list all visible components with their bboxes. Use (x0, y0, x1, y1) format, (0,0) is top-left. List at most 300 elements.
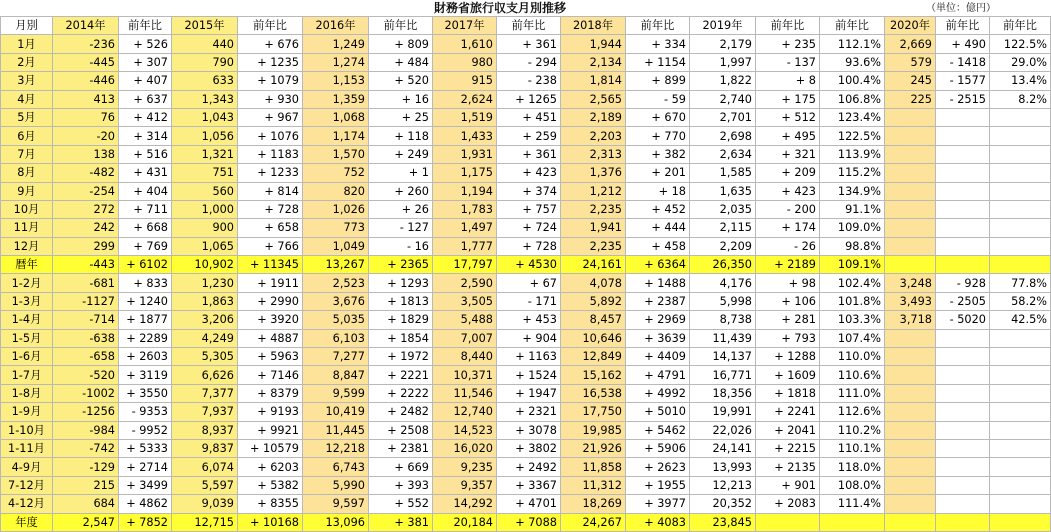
row-label: 12月 (1, 237, 53, 255)
table-cell: 1,175 (433, 164, 497, 182)
table-cell: 2,634 (690, 145, 756, 163)
table-cell: 11,312 (561, 476, 626, 494)
table-cell: -520 (53, 366, 119, 384)
table-cell: + 2221 (369, 366, 433, 384)
table-cell: + 2623 (626, 458, 690, 476)
table-cell: 751 (172, 164, 238, 182)
table-cell: 21,926 (561, 439, 626, 457)
table-cell: 7,377 (172, 384, 238, 402)
column-header: 月別 (1, 17, 53, 35)
table-cell: 242 (53, 219, 119, 237)
table-cell: + 1813 (369, 292, 433, 310)
column-header: 2018年 (561, 17, 626, 35)
table-cell: + 484 (369, 53, 433, 71)
column-header: 前年比 (936, 17, 990, 35)
table-cell: 9,357 (433, 476, 497, 494)
table-row (1, 439, 1051, 457)
table-cell: + 668 (119, 219, 172, 237)
table-cell: 11,858 (561, 458, 626, 476)
table-row (1, 421, 1051, 439)
table-cell: -20 (53, 127, 119, 145)
table-cell: 1,043 (172, 108, 238, 126)
table-cell: 2,547 (53, 513, 119, 531)
table-cell: 1,359 (303, 90, 369, 108)
table-cell: 560 (172, 182, 238, 200)
table-row (1, 200, 1051, 218)
table-cell: 138 (53, 145, 119, 163)
row-label: 1月 (1, 35, 53, 53)
table-cell: 9,597 (303, 495, 369, 513)
table-row (1, 35, 1051, 53)
table-cell (885, 476, 936, 494)
table-cell: + 4862 (119, 495, 172, 513)
table-cell: -129 (53, 458, 119, 476)
table-cell: 2,701 (690, 108, 756, 126)
table-cell (885, 495, 936, 513)
table-cell: 215 (53, 476, 119, 494)
table-cell (936, 164, 990, 182)
table-cell: 10,902 (172, 256, 238, 274)
table-cell: 8,847 (303, 366, 369, 384)
table-cell: 11,439 (690, 329, 756, 347)
table-cell: - 26 (756, 237, 820, 255)
table-cell: 100.4% (820, 72, 885, 90)
table-cell: - 2505 (936, 292, 990, 310)
table-cell: + 676 (238, 35, 303, 53)
table-cell: 5,998 (690, 292, 756, 310)
table-cell: - 171 (497, 292, 561, 310)
table-cell: + 2189 (756, 256, 820, 274)
table-cell (936, 200, 990, 218)
table-cell: + 2241 (756, 403, 820, 421)
table-cell: 17,750 (561, 403, 626, 421)
table-cell: 8,937 (172, 421, 238, 439)
table-cell: - 928 (936, 274, 990, 292)
table-cell: + 8 (756, 72, 820, 90)
table-cell: 110.1% (820, 439, 885, 457)
table-cell: + 2492 (497, 458, 561, 476)
table-cell: 11,546 (433, 384, 497, 402)
table-row (1, 458, 1051, 476)
table-cell: + 334 (626, 35, 690, 53)
table-cell (936, 439, 990, 457)
table-row (1, 274, 1051, 292)
table-cell: 9,039 (172, 495, 238, 513)
table-row (1, 237, 1051, 255)
table-cell: + 1609 (756, 366, 820, 384)
table-cell: + 899 (626, 72, 690, 90)
table-cell: + 2222 (369, 384, 433, 402)
table-cell: + 321 (756, 145, 820, 163)
table-cell: + 1972 (369, 348, 433, 366)
table-cell (885, 200, 936, 218)
row-label: 11月 (1, 219, 53, 237)
table-cell: 19,985 (561, 421, 626, 439)
table-cell: + 307 (119, 53, 172, 71)
table-row (1, 403, 1051, 421)
table-cell: + 1293 (369, 274, 433, 292)
table-cell: + 361 (497, 35, 561, 53)
table-cell (990, 164, 1051, 182)
table-row (1, 476, 1051, 494)
row-label: 10月 (1, 200, 53, 218)
table-cell: -742 (53, 439, 119, 457)
table-cell: + 1877 (119, 311, 172, 329)
table-cell: 5,892 (561, 292, 626, 310)
table-cell (990, 513, 1051, 531)
table-cell: 1,321 (172, 145, 238, 163)
table-cell: -1127 (53, 292, 119, 310)
table-cell: + 8379 (238, 384, 303, 402)
table-cell: 16,538 (561, 384, 626, 402)
table-cell: + 637 (119, 90, 172, 108)
table-cell (990, 108, 1051, 126)
table-cell: + 1079 (238, 72, 303, 90)
table-cell: + 1288 (756, 348, 820, 366)
table-cell: + 711 (119, 200, 172, 218)
column-header: 2016年 (303, 17, 369, 35)
table-cell: 2,590 (433, 274, 497, 292)
table-cell: + 4409 (626, 348, 690, 366)
table-cell (990, 439, 1051, 457)
table-cell: + 7852 (119, 513, 172, 531)
table-cell: + 259 (497, 127, 561, 145)
table-row (1, 90, 1051, 108)
table-cell: + 174 (756, 219, 820, 237)
table-cell: + 512 (756, 108, 820, 126)
table-cell: - 238 (497, 72, 561, 90)
table-cell: 3,676 (303, 292, 369, 310)
table-cell: 101.8% (820, 292, 885, 310)
table-cell: 18,269 (561, 495, 626, 513)
row-label: 8月 (1, 164, 53, 182)
table-cell (936, 329, 990, 347)
table-cell: + 2135 (756, 458, 820, 476)
table-cell: + 757 (497, 200, 561, 218)
table-cell: 11,445 (303, 421, 369, 439)
table-cell: 118.0% (820, 458, 885, 476)
table-cell: 13,096 (303, 513, 369, 531)
table-cell (990, 366, 1051, 384)
table-cell: 1,230 (172, 274, 238, 292)
table-cell: + 1233 (238, 164, 303, 182)
table-cell (990, 384, 1051, 402)
table-cell: + 249 (369, 145, 433, 163)
table-cell: 2,624 (433, 90, 497, 108)
table-cell: 10,646 (561, 329, 626, 347)
table-cell: + 11345 (238, 256, 303, 274)
table-cell: 9,235 (433, 458, 497, 476)
table-cell: 102.4% (820, 274, 885, 292)
table-cell: + 814 (238, 182, 303, 200)
table-cell: 2,565 (561, 90, 626, 108)
table-cell: - 137 (756, 53, 820, 71)
table-cell: 790 (172, 53, 238, 71)
table-cell: 17,797 (433, 256, 497, 274)
row-label: 4月 (1, 90, 53, 108)
table-cell: 1,274 (303, 53, 369, 71)
row-label: 2月 (1, 53, 53, 71)
table-cell: 10,371 (433, 366, 497, 384)
table-cell: 112.1% (820, 35, 885, 53)
table-cell: 2,313 (561, 145, 626, 163)
table-cell: + 3802 (497, 439, 561, 457)
table-cell: 14,137 (690, 348, 756, 366)
table-cell: 109.1% (820, 256, 885, 274)
table-cell (885, 403, 936, 421)
table-cell: 106.8% (820, 90, 885, 108)
table-cell: 1,056 (172, 127, 238, 145)
table-row (1, 311, 1051, 329)
table-cell: + 1818 (756, 384, 820, 402)
table-cell: + 901 (756, 476, 820, 494)
table-cell: 1,000 (172, 200, 238, 218)
unit-label: （単位：億円） (926, 3, 996, 14)
column-header: 2019年 (690, 17, 756, 35)
table-cell (990, 127, 1051, 145)
table-cell: 6,074 (172, 458, 238, 476)
table-cell: 93.6% (820, 53, 885, 71)
table-cell: 23,845 (690, 513, 756, 531)
table-cell: + 2969 (626, 311, 690, 329)
table-cell: + 314 (119, 127, 172, 145)
table-cell: + 516 (119, 145, 172, 163)
table-cell (936, 384, 990, 402)
table-cell: + 381 (369, 513, 433, 531)
table-cell: 272 (53, 200, 119, 218)
table-cell: + 6364 (626, 256, 690, 274)
table-cell (936, 145, 990, 163)
row-label: 7月 (1, 145, 53, 163)
table-cell: 245 (885, 72, 936, 90)
table-cell (990, 421, 1051, 439)
table-row (1, 164, 1051, 182)
table-cell: + 1183 (238, 145, 303, 163)
table-cell: + 9921 (238, 421, 303, 439)
table-row (1, 182, 1051, 200)
table-cell: + 1076 (238, 127, 303, 145)
table-cell: + 458 (626, 237, 690, 255)
table-cell: 1,814 (561, 72, 626, 90)
table-cell: + 4530 (497, 256, 561, 274)
row-label: 1-11月 (1, 439, 53, 457)
table-cell: 18,356 (690, 384, 756, 402)
table-cell: 5,990 (303, 476, 369, 494)
table-cell: 16,771 (690, 366, 756, 384)
table-cell: + 1947 (497, 384, 561, 402)
table-cell (885, 182, 936, 200)
table-cell: 1,174 (303, 127, 369, 145)
table-cell: + 2990 (238, 292, 303, 310)
table-cell: + 770 (626, 127, 690, 145)
table-cell: 440 (172, 35, 238, 53)
table-cell: + 5382 (238, 476, 303, 494)
table-cell: + 4083 (626, 513, 690, 531)
table-cell: 112.6% (820, 403, 885, 421)
table-cell: + 10579 (238, 439, 303, 457)
table-cell: + 2083 (756, 495, 820, 513)
row-label: 1-4月 (1, 311, 53, 329)
table-cell: 1,497 (433, 219, 497, 237)
table-cell: 4,176 (690, 274, 756, 292)
table-cell: -638 (53, 329, 119, 347)
table-cell: -1256 (53, 403, 119, 421)
table-cell: + 404 (119, 182, 172, 200)
table-cell: + 2215 (756, 439, 820, 457)
table-cell (885, 384, 936, 402)
table-cell: - 16 (369, 237, 433, 255)
column-header: 前年比 (990, 17, 1051, 35)
table-cell: 122.5% (820, 127, 885, 145)
table-cell (885, 108, 936, 126)
table-cell: - 9353 (119, 403, 172, 421)
table-cell: + 967 (238, 108, 303, 126)
table-cell: 3,206 (172, 311, 238, 329)
table-cell: + 175 (756, 90, 820, 108)
table-cell: 107.4% (820, 329, 885, 347)
table-cell: + 495 (756, 127, 820, 145)
table-cell: 3,493 (885, 292, 936, 310)
table-cell: - 127 (369, 219, 433, 237)
table-cell: + 724 (497, 219, 561, 237)
table-cell: 1,610 (433, 35, 497, 53)
table-cell: + 490 (936, 35, 990, 53)
table-row (1, 513, 1051, 531)
table-cell: + 393 (369, 476, 433, 494)
table-cell: + 407 (119, 72, 172, 90)
table-cell: 77.8% (990, 274, 1051, 292)
table-cell: + 1854 (369, 329, 433, 347)
table-cell: 19,991 (690, 403, 756, 421)
table-cell: 16,020 (433, 439, 497, 457)
table-cell: 1,822 (690, 72, 756, 90)
table-cell: 2,235 (561, 200, 626, 218)
table-cell: 1,944 (561, 35, 626, 53)
table-cell: 2,189 (561, 108, 626, 126)
table-cell: + 4791 (626, 366, 690, 384)
table-cell (885, 439, 936, 457)
table-cell: 10,419 (303, 403, 369, 421)
table-cell: 4,078 (561, 274, 626, 292)
table-cell: -482 (53, 164, 119, 182)
table-cell: + 669 (369, 458, 433, 476)
table-cell: + 809 (369, 35, 433, 53)
table-cell: + 260 (369, 182, 433, 200)
table-cell: + 670 (626, 108, 690, 126)
table-row (1, 72, 1051, 90)
table-cell: + 361 (497, 145, 561, 163)
table-cell: + 728 (238, 200, 303, 218)
table-cell: 1,376 (561, 164, 626, 182)
row-label: 1-6月 (1, 348, 53, 366)
table-cell: + 8355 (238, 495, 303, 513)
table-row (1, 108, 1051, 126)
table-cell: + 6203 (238, 458, 303, 476)
header-row (1, 17, 1051, 35)
table-cell: 633 (172, 72, 238, 90)
row-label: 1-3月 (1, 292, 53, 310)
table-cell: + 793 (756, 329, 820, 347)
table-cell (820, 513, 885, 531)
table-cell (885, 237, 936, 255)
table-cell: 2,115 (690, 219, 756, 237)
table-cell (885, 145, 936, 163)
table-cell: -658 (53, 348, 119, 366)
row-label: 1-10月 (1, 421, 53, 439)
table-cell: 980 (433, 53, 497, 71)
table-cell: 1,026 (303, 200, 369, 218)
column-header: 2017年 (433, 17, 497, 35)
table-cell: + 1911 (238, 274, 303, 292)
table-cell: 24,141 (690, 439, 756, 457)
table-cell (990, 329, 1051, 347)
table-cell (885, 127, 936, 145)
table-cell (936, 348, 990, 366)
table-cell: - 59 (626, 90, 690, 108)
table-row (1, 329, 1051, 347)
table-cell: + 18 (626, 182, 690, 200)
row-label: 1-8月 (1, 384, 53, 402)
row-label: 1-9月 (1, 403, 53, 421)
table-cell: + 209 (756, 164, 820, 182)
table-cell (885, 256, 936, 274)
table-cell: -445 (53, 53, 119, 71)
table-cell: + 451 (497, 108, 561, 126)
table-cell: 1,863 (172, 292, 238, 310)
table-cell: + 1240 (119, 292, 172, 310)
table-cell: -984 (53, 421, 119, 439)
table-cell: + 766 (238, 237, 303, 255)
table-cell (936, 182, 990, 200)
table-cell: 8,457 (561, 311, 626, 329)
table-cell: 8,738 (690, 311, 756, 329)
table-cell: 773 (303, 219, 369, 237)
table-cell: 2,209 (690, 237, 756, 255)
table-cell: + 3550 (119, 384, 172, 402)
table-cell: 110.6% (820, 366, 885, 384)
table-cell: + 2482 (369, 403, 433, 421)
table-cell: 134.9% (820, 182, 885, 200)
row-label: 年度 (1, 513, 53, 531)
table-cell: 22,026 (690, 421, 756, 439)
table-cell (990, 182, 1051, 200)
table-cell: 8.2% (990, 90, 1051, 108)
table-cell: + 3639 (626, 329, 690, 347)
table-cell: 1,433 (433, 127, 497, 145)
table-cell: 42.5% (990, 311, 1051, 329)
column-header: 2020年 (885, 17, 936, 35)
table-cell: 579 (885, 53, 936, 71)
table-cell: 91.1% (820, 200, 885, 218)
table-cell: 413 (53, 90, 119, 108)
table-cell: - 9952 (119, 421, 172, 439)
row-label: 1-2月 (1, 274, 53, 292)
table-cell: 5,035 (303, 311, 369, 329)
table-cell: 820 (303, 182, 369, 200)
table-cell: + 2381 (369, 439, 433, 457)
table-cell: 2,203 (561, 127, 626, 145)
table-cell: - 2515 (936, 90, 990, 108)
table-cell: 109.0% (820, 219, 885, 237)
table-cell (936, 127, 990, 145)
table-cell: 3,718 (885, 311, 936, 329)
table-cell: + 423 (756, 182, 820, 200)
row-label: 6月 (1, 127, 53, 145)
table-cell: 13.4% (990, 72, 1051, 90)
table-cell: 122.5% (990, 35, 1051, 53)
table-cell: 9,599 (303, 384, 369, 402)
row-label: 5月 (1, 108, 53, 126)
